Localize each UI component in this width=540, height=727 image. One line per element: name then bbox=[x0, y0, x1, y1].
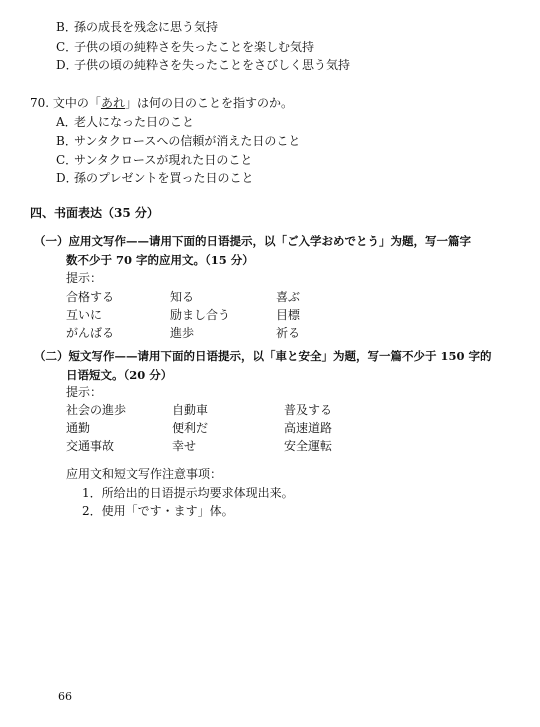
option-text: サンタクロースへの信頼が消えた日のこと bbox=[74, 134, 301, 148]
hint-word: 交通事故 bbox=[66, 439, 115, 453]
part2-instruction-line1: （二）短文写作——请用下面的日语提示，以「車と安全」为题，写一篇不少于 150 字的 bbox=[34, 349, 492, 363]
option-letter: C． bbox=[56, 153, 78, 167]
hint-word: 高速道路 bbox=[284, 421, 333, 435]
q69-option-d bbox=[56, 57, 350, 74]
option-letter: A． bbox=[56, 115, 77, 129]
hint-word: 喜ぶ bbox=[276, 290, 301, 304]
option-letter: B． bbox=[56, 134, 77, 148]
hint-word: 進歩 bbox=[170, 326, 195, 340]
part2-instruction-line2: 日语短文。（20 分） bbox=[66, 368, 173, 382]
notes-title: 应用文和短文写作注意事项： bbox=[66, 467, 223, 481]
hint-word: 互いに bbox=[66, 308, 103, 322]
notes-item-2: 2．使用「です・ます」体。 bbox=[82, 504, 234, 518]
question-text-pre: 文中の「 bbox=[52, 96, 101, 110]
option-letter: B． bbox=[56, 20, 77, 34]
notes-item-1: 1．所给出的日语提示均要求体现出来。 bbox=[82, 486, 294, 500]
hint-word: 励まし合う bbox=[170, 308, 231, 322]
hint-word: 幸せ bbox=[172, 439, 197, 453]
hint-word: 知る bbox=[170, 290, 195, 304]
hint-word: 普及する bbox=[284, 403, 333, 417]
question-text-post: 」は何の日のことを指すのか。 bbox=[124, 96, 293, 110]
option-letter: D． bbox=[56, 171, 78, 185]
hint-word: 安全運転 bbox=[284, 439, 333, 453]
q70-question bbox=[30, 95, 293, 112]
hint-word: 社会の進歩 bbox=[66, 403, 127, 417]
hint-word: 合格する bbox=[66, 290, 115, 304]
q70-option-b bbox=[56, 133, 300, 150]
option-text: サンタクロースが現れた日のこと bbox=[74, 153, 253, 167]
part1-instruction-line2: 数不少于 70 字的应用文。（15 分） bbox=[66, 253, 254, 267]
option-letter: D． bbox=[56, 58, 78, 72]
option-text: 孫の成長を残念に思う気持 bbox=[74, 20, 219, 34]
hint-word: 自動車 bbox=[172, 403, 209, 417]
question-number: 70. bbox=[30, 96, 50, 110]
hint-word: 祈る bbox=[276, 326, 301, 340]
option-letter: C． bbox=[56, 40, 78, 54]
part1-instruction-line1: （一）应用文写作——请用下面的日语提示，以「ご入学おめでとう」为题，写一篇字 bbox=[34, 234, 471, 248]
q69-option-b bbox=[56, 19, 218, 36]
q70-option-c bbox=[56, 152, 252, 169]
option-text: 子供の頃の純粋さを失ったことを楽しむ気持 bbox=[74, 40, 315, 54]
section-title: 四、书面表达（35 分） bbox=[30, 206, 159, 220]
part1-hint-label: 提示： bbox=[66, 271, 103, 285]
hint-word: 目標 bbox=[276, 308, 301, 322]
page-number: 66 bbox=[58, 690, 72, 703]
option-text: 老人になった日のこと bbox=[74, 115, 195, 129]
q70-option-d bbox=[56, 170, 254, 187]
part2-hint-label: 提示： bbox=[66, 385, 103, 399]
q69-option-c bbox=[56, 39, 314, 56]
hint-word: がんばる bbox=[66, 326, 115, 340]
option-text: 孫のプレゼントを買った日のこと bbox=[74, 171, 254, 185]
question-underlined-word: あれ bbox=[100, 96, 125, 110]
hint-word: 便利だ bbox=[172, 421, 209, 435]
hint-word: 通勤 bbox=[66, 421, 91, 435]
option-text: 子供の頃の純粋さを失ったことをさびしく思う気持 bbox=[74, 58, 351, 72]
q70-option-a bbox=[56, 114, 194, 131]
